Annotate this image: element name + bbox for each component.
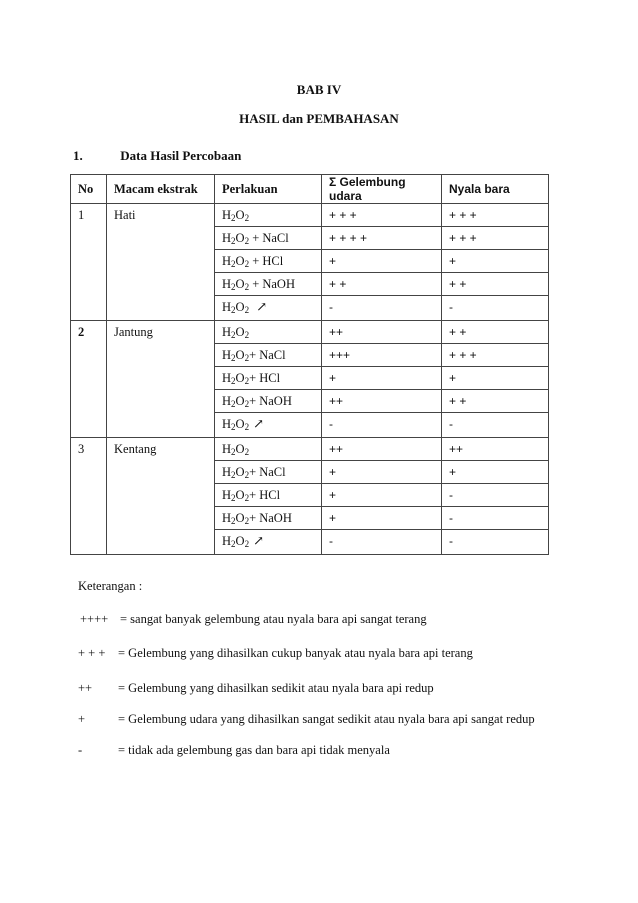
- cell-bubbles: -: [322, 296, 442, 321]
- section-title: Data Hasil Percobaan: [120, 148, 242, 163]
- header-treatment: Perlakuan: [215, 175, 322, 204]
- table-body: [71, 204, 549, 555]
- cell-treatment: $H_2O_2+$ NaCl: [215, 344, 322, 367]
- header-ember: Nyala bara: [442, 175, 549, 204]
- results-table: [70, 174, 549, 555]
- legend-symbol: +: [78, 712, 86, 726]
- legend-symbol: + + +: [78, 646, 106, 660]
- cell-bubbles: ++: [322, 390, 442, 413]
- cell-ember: +: [442, 250, 549, 273]
- cell-no: 3: [71, 438, 107, 555]
- cell-extract: Hati: [107, 204, 215, 321]
- legend-title: Keterangan :: [78, 579, 143, 593]
- legend-text: = Gelembung yang dihasilkan sedikit atau nyala bara api redup: [118, 681, 434, 695]
- cell-treatment: $H_2O_2+$ NaCl: [215, 461, 322, 484]
- legend-text: = sangat banyak gelembung atau nyala bara api sangat terang: [120, 612, 427, 626]
- cell-treatment: $H_2O_2$: [215, 321, 322, 344]
- cell-ember: + +: [442, 273, 549, 296]
- cell-ember: +: [442, 367, 549, 390]
- cell-bubbles: +: [322, 507, 442, 530]
- cell-treatment: $H_2O_2$ ↗: [215, 530, 322, 555]
- legend-text: = Gelembung yang dihasilkan cukup banyak atau nyala bara api terang: [118, 646, 473, 660]
- legend-item: [78, 743, 390, 758]
- cell-ember: +: [442, 461, 549, 484]
- cell-bubbles: -: [322, 413, 442, 438]
- chapter-title: HASIL dan PEMBAHASAN: [239, 111, 399, 126]
- cell-treatment: $H_2O_2$ ↗: [215, 296, 322, 321]
- cell-extract: Jantung: [107, 321, 215, 438]
- cell-treatment: $H_2O_2$: [215, 204, 322, 227]
- cell-ember: + +: [442, 390, 549, 413]
- cell-ember: -: [442, 484, 549, 507]
- cell-ember: + + +: [442, 227, 549, 250]
- legend-text: = tidak ada gelembung gas dan bara api tidak menyala: [118, 743, 390, 757]
- legend-item: [78, 712, 535, 727]
- cell-no: 2: [71, 321, 107, 438]
- table-header-row: [71, 175, 549, 204]
- cell-bubbles: +++: [322, 344, 442, 367]
- cell-no: 1: [71, 204, 107, 321]
- legend-text: = Gelembung udara yang dihasilkan sangat sedikit atau nyala bara api sangat redup: [118, 712, 535, 726]
- table-row: [71, 204, 549, 227]
- legend-item: [80, 612, 427, 627]
- cell-treatment: $H_2O_2$ ↗: [215, 413, 322, 438]
- chapter-heading: BAB IV: [296, 82, 342, 97]
- cell-ember: -: [442, 530, 549, 555]
- cell-ember: + +: [442, 321, 549, 344]
- cell-treatment: $H_2O_2$ + NaOH: [215, 273, 322, 296]
- cell-bubbles: -: [322, 530, 442, 555]
- cell-bubbles: +: [322, 250, 442, 273]
- legend-symbol: -: [78, 743, 83, 757]
- header-bubbles: Σ Gelembung udara: [322, 175, 442, 204]
- cell-bubbles: + +: [322, 273, 442, 296]
- cell-bubbles: +: [322, 484, 442, 507]
- section-heading: [73, 148, 241, 164]
- cell-treatment: $H_2O_2+$ HCl: [215, 367, 322, 390]
- table-row: [71, 438, 549, 461]
- section-number: 1.: [73, 148, 83, 163]
- legend-symbol: ++: [78, 681, 93, 695]
- cell-treatment: $H_2O_2+$ NaOH: [215, 390, 322, 413]
- cell-ember: + + +: [442, 344, 549, 367]
- cell-bubbles: + + + +: [322, 227, 442, 250]
- cell-treatment: $H_2O_2$ + HCl: [215, 250, 322, 273]
- cell-treatment: $H_2O_2+$ NaOH: [215, 507, 322, 530]
- cell-bubbles: + + +: [322, 204, 442, 227]
- cell-bubbles: +: [322, 461, 442, 484]
- header-no: No: [71, 175, 107, 204]
- legend-item: [78, 681, 434, 696]
- cell-bubbles: ++: [322, 438, 442, 461]
- cell-extract: Kentang: [107, 438, 215, 555]
- legend-item: [78, 646, 473, 661]
- cell-ember: ++: [442, 438, 549, 461]
- table-row: [71, 321, 549, 344]
- cell-ember: -: [442, 296, 549, 321]
- cell-treatment: $H_2O_2$: [215, 438, 322, 461]
- cell-bubbles: +: [322, 367, 442, 390]
- heat-arrow-icon: ↗: [253, 416, 264, 431]
- cell-bubbles: ++: [322, 321, 442, 344]
- cell-ember: -: [442, 507, 549, 530]
- legend-symbol: ++++: [80, 612, 109, 626]
- heat-arrow-icon: ↗: [253, 533, 264, 548]
- cell-ember: -: [442, 413, 549, 438]
- cell-treatment: $H_2O_2$ + NaCl: [215, 227, 322, 250]
- header-extract: Macam ekstrak: [107, 175, 215, 204]
- heat-arrow-icon: ↗: [256, 299, 268, 314]
- cell-ember: + + +: [442, 204, 549, 227]
- cell-treatment: $H_2O_2+$ HCl: [215, 484, 322, 507]
